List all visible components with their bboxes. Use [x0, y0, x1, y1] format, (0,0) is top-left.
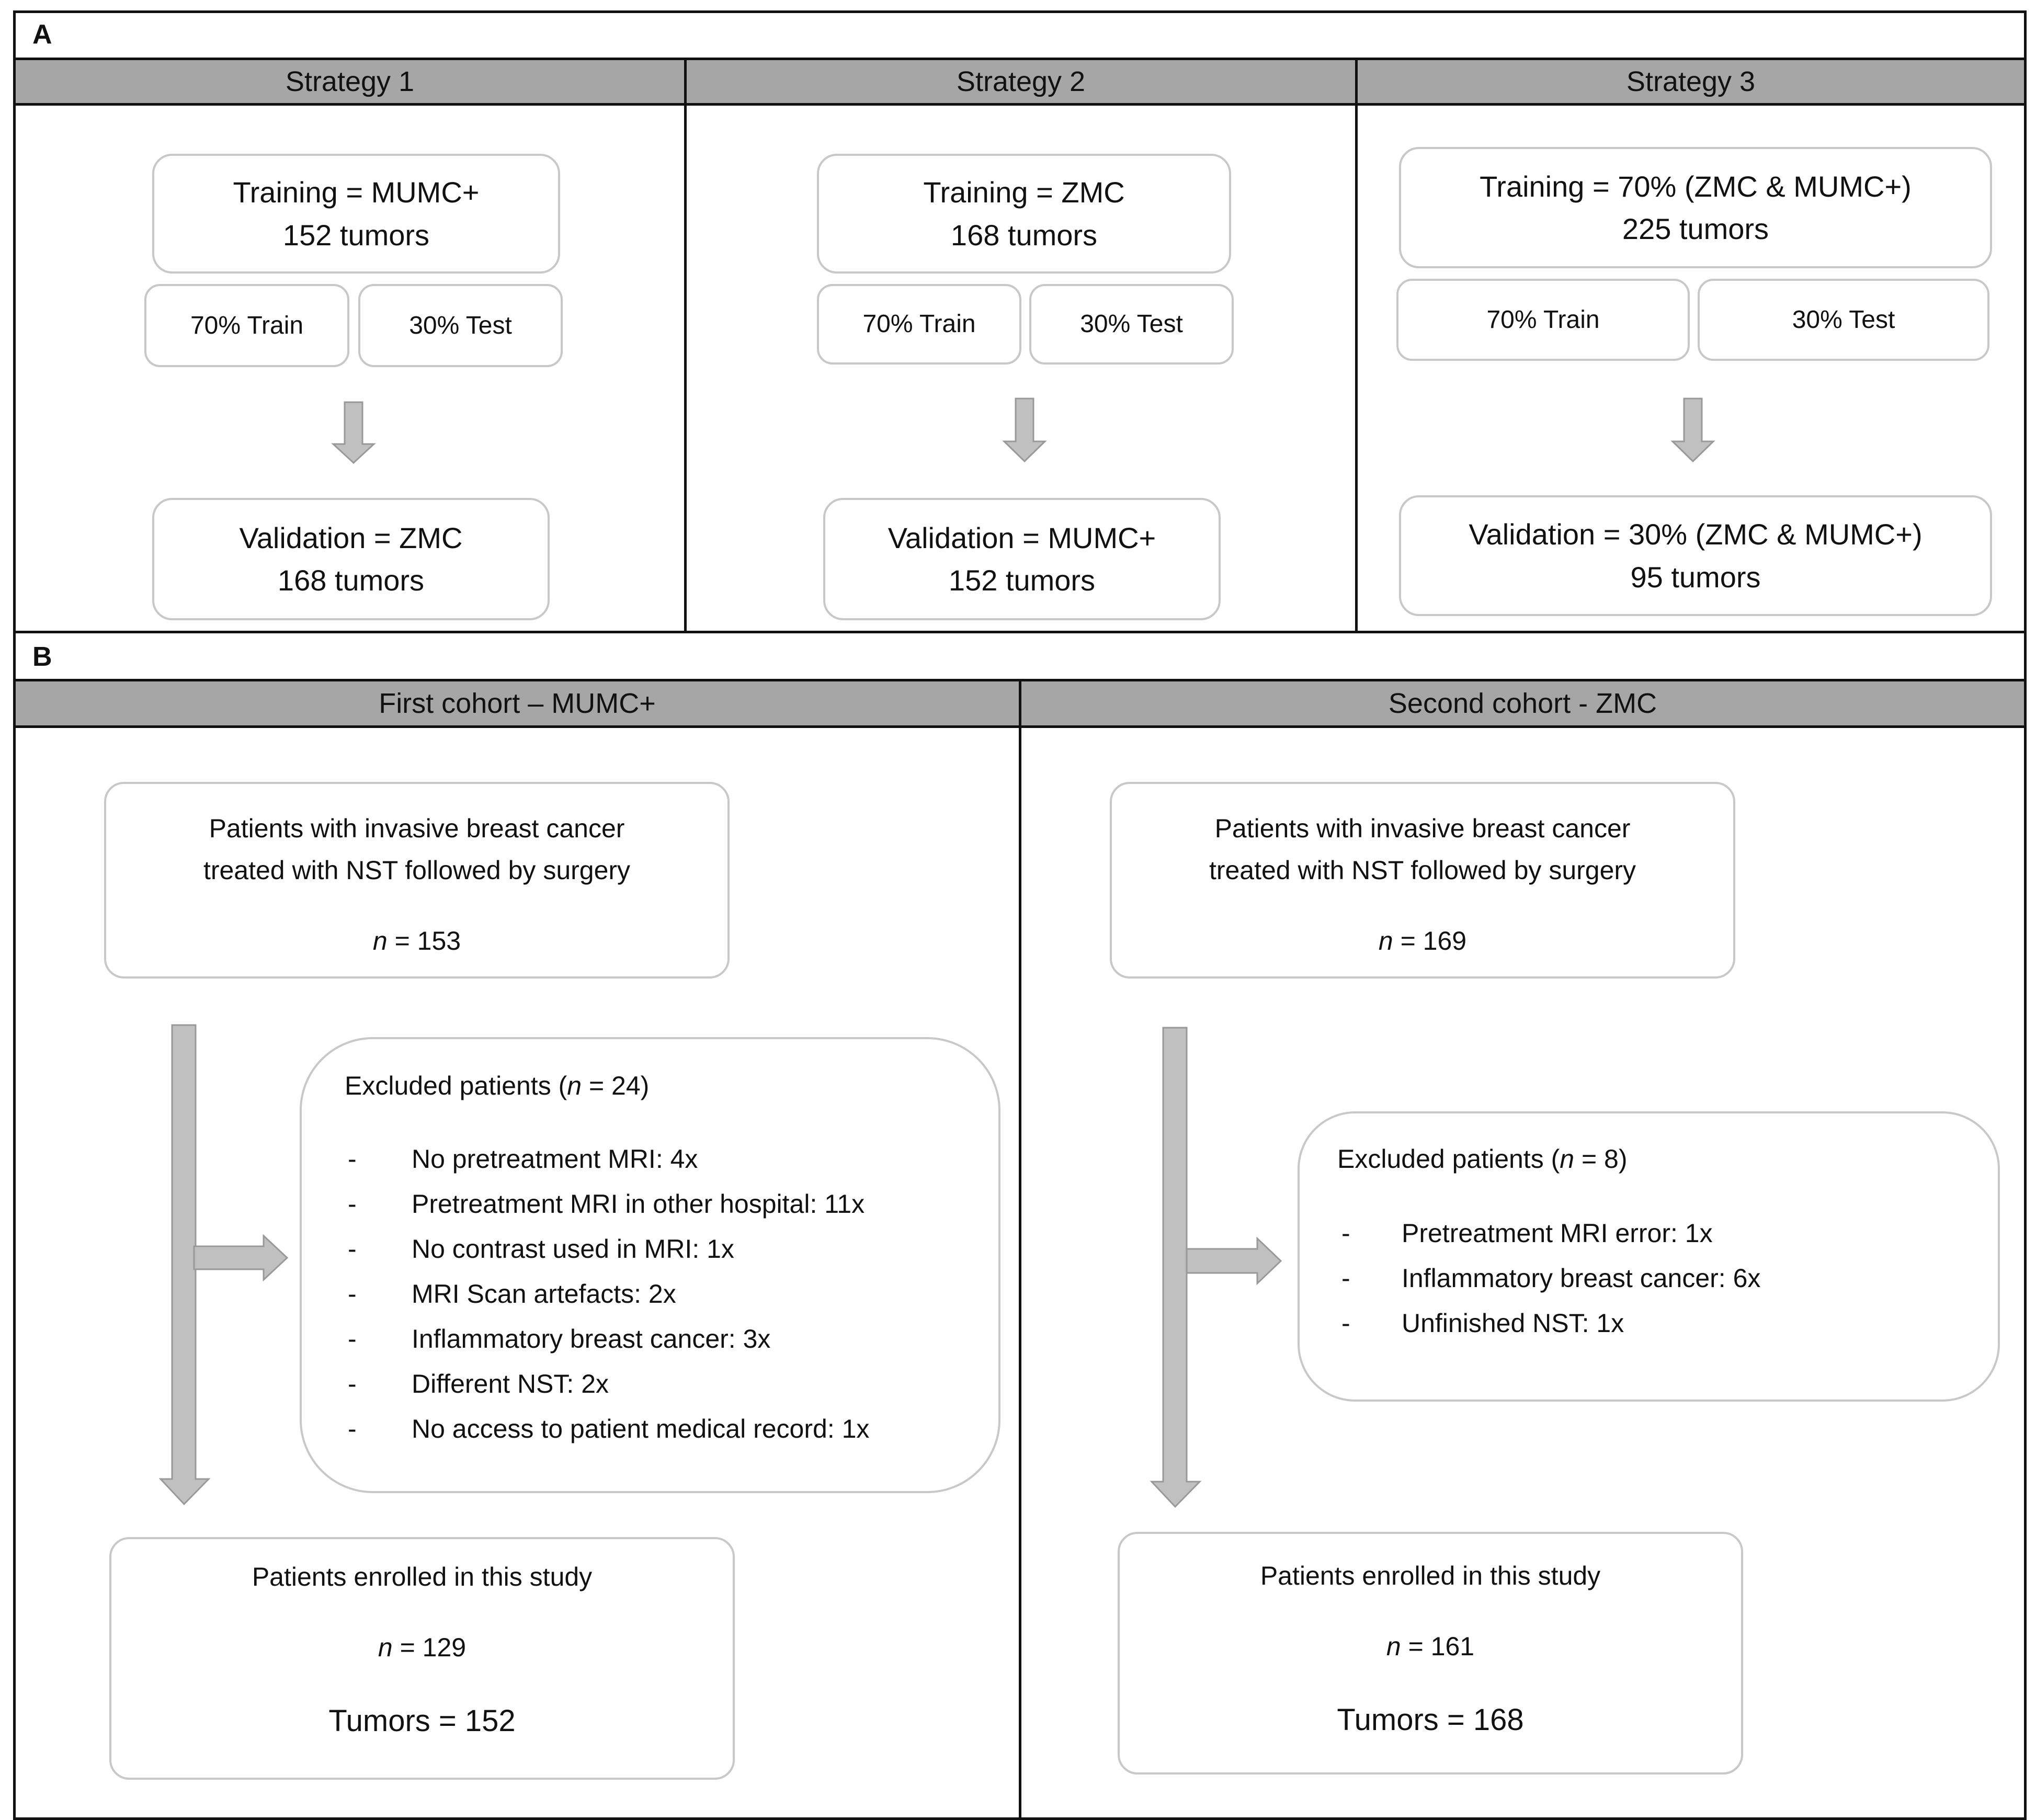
excluded-item: No access to patient medical record: 1x	[412, 1414, 870, 1443]
excluded-item: MRI Scan artefacts: 2x	[412, 1279, 676, 1309]
s3-training-count: 225 tumors	[1622, 212, 1769, 245]
s3-train-label: 70% Train	[1486, 305, 1600, 334]
s1-test-label: 30% Test	[409, 311, 512, 339]
c1-excluded-title	[345, 1071, 649, 1101]
strategy-2-header	[684, 58, 1358, 106]
s1-training-count: 152 tumors	[282, 218, 430, 252]
text: = 24)	[582, 1071, 650, 1100]
excluded-item: Pretreatment MRI error: 1x	[1402, 1219, 1713, 1248]
panel-divider	[13, 631, 2027, 633]
dash-bullet: -	[1341, 1264, 1350, 1293]
s2-train-label: 70% Train	[862, 310, 976, 338]
c2-enrolled-label: Patients enrolled in this study	[1260, 1561, 1601, 1590]
n-value: = 129	[392, 1633, 467, 1662]
down-arrow-icon	[332, 401, 375, 464]
s1-validation-box	[152, 498, 550, 620]
strategy-3-header	[1355, 58, 2027, 106]
c1-enrolled-n	[378, 1631, 466, 1665]
s1-training-box	[152, 154, 560, 274]
c1-enrolled-label: Patients enrolled in this study	[252, 1562, 593, 1591]
n-label: n	[1386, 1632, 1401, 1661]
dash-bullet: -	[1341, 1219, 1350, 1248]
dash-bullet: -	[348, 1324, 357, 1353]
dash-bullet: -	[348, 1144, 357, 1174]
s2-train-box	[817, 284, 1021, 365]
c2-excluded-box	[1298, 1111, 2000, 1402]
dash-bullet: -	[348, 1189, 357, 1219]
text: Excluded patients (	[345, 1071, 567, 1100]
c1-enrolled-box	[109, 1537, 735, 1780]
s1-train-label: 70% Train	[190, 311, 304, 339]
s2-training-box	[817, 154, 1231, 274]
cohort-2-header	[1019, 679, 2027, 728]
strategy-2-title: Strategy 2	[956, 66, 1086, 97]
c2-start-line1: Patients with invasive breast cancer	[1214, 814, 1631, 843]
s2-validation-label: Validation = MUMC+	[888, 521, 1156, 554]
cohort-2-title: Second cohort - ZMC	[1388, 688, 1657, 719]
strategy-3-title: Strategy 3	[1626, 66, 1756, 97]
c1-tumors: Tumors = 152	[328, 1704, 516, 1738]
panel-a-label: A	[32, 19, 52, 50]
panel-b-label: B	[32, 642, 52, 672]
s3-test-label: 30% Test	[1792, 305, 1895, 334]
s1-test-box	[358, 284, 563, 367]
c1-start-box	[104, 782, 730, 979]
n-label: n	[567, 1071, 582, 1100]
c1-start-line2: treated with NST followed by surgery	[203, 856, 631, 885]
s1-training-label: Training = MUMC+	[233, 176, 480, 209]
dash-bullet: -	[348, 1414, 357, 1443]
down-arrow-icon	[1671, 397, 1714, 462]
c2-enrolled-n	[1386, 1630, 1474, 1664]
s2-training-count: 168 tumors	[950, 218, 1098, 252]
s3-validation-box	[1399, 495, 1992, 616]
excluded-item: Unfinished NST: 1x	[1402, 1309, 1624, 1338]
s2-validation-box	[823, 498, 1221, 620]
right-arrow-icon	[1186, 1237, 1282, 1284]
down-arrow-icon	[1003, 397, 1046, 462]
c2-start-line2: treated with NST followed by surgery	[1209, 856, 1636, 885]
s2-test-box	[1029, 284, 1234, 365]
dash-bullet: -	[348, 1234, 357, 1264]
dash-bullet: -	[348, 1369, 357, 1398]
s3-train-box	[1396, 279, 1690, 361]
n-value: = 153	[387, 926, 461, 956]
excluded-item: Inflammatory breast cancer: 3x	[412, 1324, 771, 1353]
n-label: n	[378, 1633, 393, 1662]
s1-validation-count: 168 tumors	[277, 564, 425, 597]
n-value: = 169	[1393, 926, 1467, 956]
dash-bullet: -	[1341, 1309, 1350, 1338]
excluded-item: Different NST: 2x	[412, 1369, 609, 1398]
text: Excluded patients (	[1337, 1144, 1560, 1174]
s1-validation-label: Validation = ZMC	[239, 521, 463, 554]
c2-tumors: Tumors = 168	[1337, 1703, 1524, 1737]
n-label: n	[1560, 1144, 1575, 1174]
excluded-item: No pretreatment MRI: 4x	[412, 1144, 698, 1174]
s2-validation-count: 152 tumors	[948, 564, 1096, 597]
text: = 8)	[1574, 1144, 1628, 1174]
c1-excluded-box	[300, 1037, 1000, 1493]
s3-validation-count: 95 tumors	[1630, 560, 1761, 594]
strategy-1-title: Strategy 1	[285, 66, 415, 97]
c2-start-box	[1110, 782, 1735, 979]
c1-start-n	[373, 920, 461, 962]
n-label: n	[372, 926, 388, 956]
s3-validation-label: Validation = 30% (ZMC & MUMC+)	[1469, 518, 1923, 551]
s3-test-box	[1698, 279, 1989, 361]
c2-enrolled-box	[1118, 1532, 1743, 1774]
divider	[1019, 679, 1021, 1820]
cohort-1-header	[13, 679, 1021, 728]
n-label: n	[1378, 926, 1393, 956]
strategy-1-header	[13, 58, 687, 106]
c1-start-line1: Patients with invasive breast cancer	[209, 814, 625, 843]
excluded-item: Inflammatory breast cancer: 6x	[1402, 1264, 1761, 1293]
divider	[1355, 58, 1358, 633]
s3-training-label: Training = 70% (ZMC & MUMC+)	[1480, 169, 1912, 203]
right-arrow-icon	[193, 1235, 288, 1281]
s2-training-label: Training = ZMC	[923, 176, 1125, 209]
cohort-1-title: First cohort – MUMC+	[379, 688, 656, 719]
excluded-item: Pretreatment MRI in other hospital: 11x	[412, 1189, 865, 1219]
s2-test-label: 30% Test	[1080, 310, 1183, 338]
s3-training-box	[1399, 147, 1992, 268]
divider	[684, 58, 687, 633]
excluded-item: No contrast used in MRI: 1x	[412, 1234, 734, 1264]
s1-train-box	[144, 284, 349, 367]
dash-bullet: -	[348, 1279, 357, 1309]
c2-start-n	[1379, 920, 1466, 962]
c2-excluded-title	[1337, 1144, 1628, 1174]
n-value: = 161	[1401, 1632, 1475, 1661]
